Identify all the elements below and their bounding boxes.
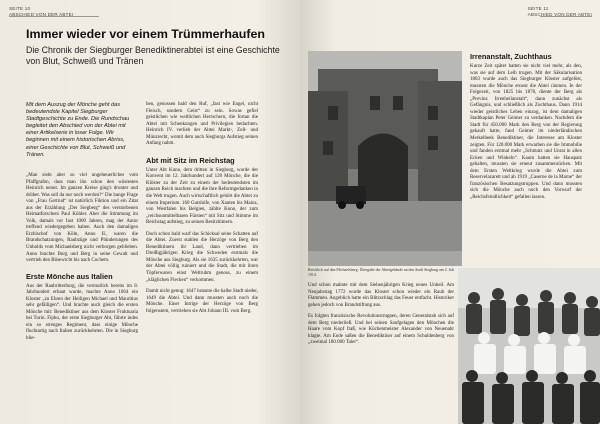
paragraph: „Man sieht aber so viel ungeheuerliches vom Pfaffgrafen, dass man ihn schon den wüstesten Heinrich nennt. Im ganzen Kreise ging's drunter und drüber. Was soll da nur noch werden?“ Die bange Frage von „Frau Gertrud“ ist natürlich Fiktion und ein Zitat aus der Erzählung „Der Siegberg“ des verstorbenen Heimatforschers Paul Kühler. Aber die Stimmung im Volk, damals vor fast 1000 Jahren, mag der Autor treffend wiedergegeben haben. Auch den damaligen Erzbischof von Köln, Anno II., waren die Brandschatzungen, Raubzüge und Plünderungen des Unholds vom Michaelsberg nicht verborgen geblieben. Anno brachte Burg und Berg in seine Gewalt und vertrieb den Bösewicht bis nach Cochem. [26, 173, 138, 264]
subheading-reichstag: Abt mit Sitz im Reichstag [146, 155, 235, 165]
paragraph: Aus der Raubritterburg, die vermutlich bereits im 8. Jahrhundert erbaut wurde, machte Anno 1064 ein Kloster „zu Ehren der Heiligen Michael und Mauritius sehr gefälligen“. Und brachte auch gleich die ersten Mönche mit: Benediktiner aus dem Kloster Fruktuaria bei Turin. Fiphu, der erste Siegburger Abt, führte indes ein so strenges Regiment, dass einige Mönche fluchtartig nach Italien zurückkehrten. Die in Siegburg blie- [26, 283, 138, 342]
left-column-2 [146, 102, 258, 315]
paragraph: Unter Abt Kuno, dem dritten in Siegburg, wurde der Konvent im 12. Jahrhundert auf 120 Mönche, die die Klöster zu der Zeit zu einem der bedeutendsten im ganzen Reich machten und die ihre Reformgedanken in die Welt trugen. Auch wirtschaftlich gehört die Abtei zu einem Imperium. 160 Gutshöfe, von Xanten bis Mainz, von Westfalen bis Belgien, zählte Kuno, der zum „reichsunmittelbaren Fürsten“ mit Sitz und Stimme im Reichstag aufstieg, zu seinen Besitztümern. [146, 167, 258, 226]
right-page [300, 0, 600, 424]
subheading-irrenanstalt: Irrenanstalt, Zuchthaus [470, 52, 552, 61]
paragraph: Doch schon bald warf das Schicksal seine Schatten auf die Abtei. Zuerst stahlen die Herzöge von Berg den Benediktinern ihr Land, dann vertrieben im Dreißigjährigen Krieg die Schweden erstmals die Mönche aus Siegburg. Als sie 1635 zurückkehrten, war der Abtei völlig ruiniert und die Stadt, die mit ihren Töpferwaren einst Weltruhm genoss, zu einem „kläglichen Flecken“ verkommen. [146, 231, 258, 283]
group-portrait-photo [458, 268, 600, 424]
paragraph: Und schon mahnte mit dem Siebenjährigen Krieg neues Unheil. Am Neujahrstag 1772 wurde das Kloster schon wieder ein Raub der Flammen. Angeblich hatte ein Blitzschlag das Feuer entfacht. Historiker gehen jedoch von Brandstiftung aus. [308, 283, 454, 308]
paragraph: ben, genossen bald den Ruf, „fast wie Engel, nicht Fleisch, sondern Geist“ zu sein. Sowas gefiel geistlichen wie weltlichen Herrschern, die fortan die Abtei mit Schenkungen und Privilegien bedachten. Heinrich IV. verlieh der Abtei Markt-, Zoll- und Münzrecht, womit dem auch Siegburgs Aufstieg seinen Anfang nahm. [146, 102, 258, 147]
left-column-1 [26, 173, 138, 343]
article-subtitle: Die Chronik der Siegburger Benediktinerabtei ist eine Geschichte von Blut, Schweiß und Tränen [26, 45, 280, 66]
paragraph: Damit nicht genug: 1647 brannte die halbe Stadt nieder, 1649 die Abtei. Und dann mussten auch noch die Mönche. Einer Intrige der Herzöge von Berg folgenstem, vertrieben sie Abt Johann III. vom Berg. [146, 289, 258, 314]
photo-caption: Reichlich auf den Michaelsberg: Übergabe der Abteigebäude an den Stadt Siegburg am 2. Juli 1914. [308, 268, 455, 277]
article-title: Immer wieder vor einem Trümmerhaufen [26, 27, 265, 41]
subheading-moenche: Erste Mönche aus Italien [26, 271, 113, 281]
header-rule [9, 16, 99, 17]
right-column-top [470, 52, 582, 201]
right-column-bottom [308, 283, 454, 347]
paragraph: Kurze Zeit später hatten sie nicht viel mehr, als den, was sie auf dem Leib trugen. Mit der Säkularisation 1803 wurde auch das Siegburger Kloster aufgelöst, mussten die Mönche erneut die Abtei räumen. In der Folgezeit, von 1825 bis 1878, diente der Berg als „Provinz Irrenheilanstalt“, dann zunächst als Gefängnis, und schließlich als Zuchthaus. Dann 1914 wieder geistliches Leben einzog, ist dem damaligen Stadtkaplan Peter Geimer zu verdanken. Nachdem die Stadt für 450.000 Mark den Berg von der Regierung gekauft hatte, fand Geimer im niederländischen Merkelbeek Benediktiner, die Interesse am Kloster zeigten. Für 120.000 Mark erwarben sie die Immobilie und fanden erstmal mehr „Schmutz und Unrat in allen Ecken und Winkeln“. Kaum hatten sie Hauspatz gehalten, mussten sie erneut zusammenrücken. Mit dem Ersten Weltkrieg wurde die Abtei zum Reservelazarett und ab 1919 „Caserne de la Marne“ der französischen Besatzungstruppen. Und dann mussten sich die Mönche auch noch den Vorwurf der „Reichsfeindlichkeit“ gefallen lassen. [470, 64, 582, 200]
article-intro: Mit dem Auszug der Mönche geht das bedeutendste Kapitel Siegburger Stadtgeschichte zu Ende. Die Rundschau begleitet den Abschied von der Abtei mit einer Artikelserie in loser Folge. Wir beginnen mit einem historischen Abriss, einer Geschichte von Blut, Schweiß und Tränen. [26, 102, 130, 158]
section-label: ABSCHIED VON DER ABTEI [527, 12, 592, 17]
header-rule [540, 16, 592, 17]
section-label: ABSCHIED VON DER ABTEI [9, 12, 74, 17]
page-number: SEITE 10 [9, 6, 31, 11]
paragraph: Es folgten französische Revolutionstruppen, deren Generalstab sich auf dem Berg niederließ. Und bei seinen Saufgelagen den Mönchen die Haare vom Kopf fraß, wie Küchenmeister Alexander von Neuenahr klagte. Am Ende saßen die Benediktiner auf einem Schuldenberg von „zweimal 180.000 Taler“. [308, 314, 454, 346]
abbey-courtyard-photo [308, 51, 462, 266]
page-number: SEITE 11 [527, 6, 549, 11]
